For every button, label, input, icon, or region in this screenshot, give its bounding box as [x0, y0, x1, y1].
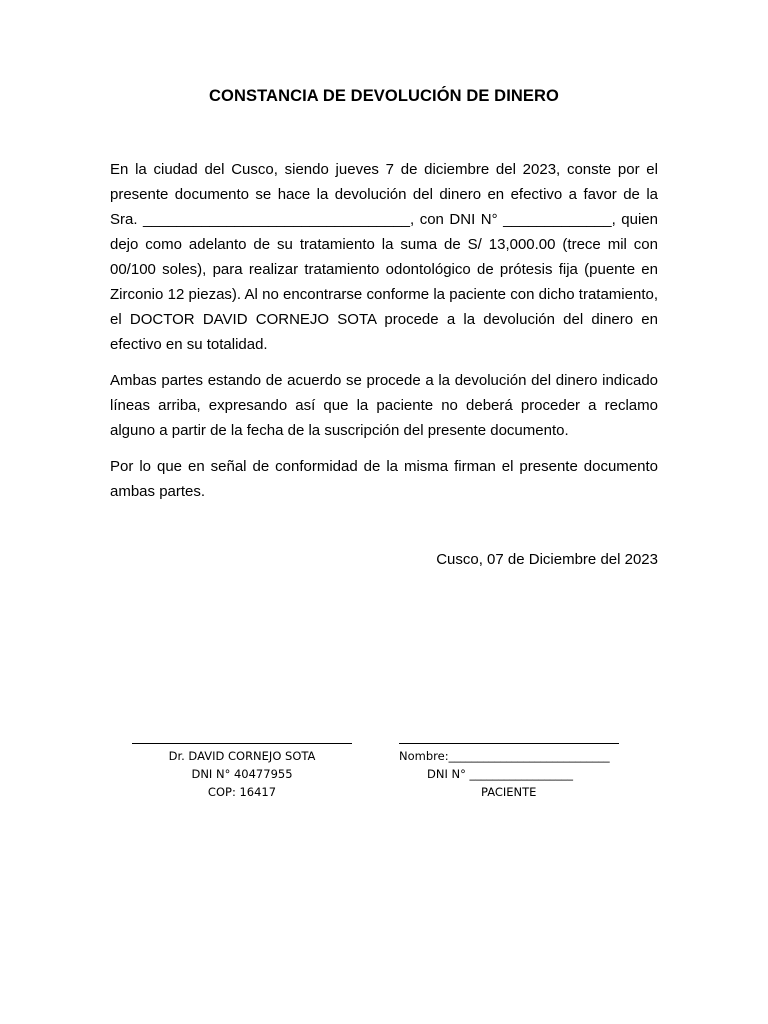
paragraph-return-statement: En la ciudad del Cusco, siendo jueves 7 de diciembre del 2023, conste por el presente documento se hace la devolución del dinero en efectivo a favor de la Sra. ________________________________, con DNI N° _____________, quien dejo como adelanto de su tratamiento la suma de S/ 13,000.00 (trece mil con 00/100 soles), para realizar tratamiento odontológico de prótesis fija (puente en Zirconio 12 piezas). Al no encontrarse conforme la paciente con dicho tratamiento, el DOCTOR DAVID CORNEJO SOTA procede a la devolución del dinero en efectivo en su totalidad. — [110, 161, 658, 353]
doctor-signature-line — [132, 743, 352, 744]
patient-role-label: PACIENTE — [481, 785, 537, 799]
doctor-cop: COP: 16417 — [207, 785, 277, 799]
doctor-name: Dr. DAVID CORNEJO SOTA — [168, 749, 316, 763]
patient-signature-line — [399, 743, 619, 744]
patient-signature-block — [399, 747, 619, 801]
date-line: Cusco, 07 de Diciembre del 2023 — [436, 551, 658, 568]
document-title: CONSTANCIA DE DEVOLUCIÓN DE DINERO — [209, 87, 559, 105]
patient-dni-field: DNI N° __________________ — [427, 767, 574, 781]
paragraph-agreement: Ambas partes estando de acuerdo se procede a la devolución del dinero indicado líneas arriba, expresando así que la paciente no deberá proceder a reclamo alguno a partir de la fecha de la suscripción del presente documento. — [110, 372, 658, 439]
doctor-dni: DNI N° 40477955 — [191, 767, 293, 781]
patient-name-field: Nombre:____________________________ — [399, 749, 610, 763]
doctor-signature-block — [132, 747, 352, 801]
paragraph-conformity: Por lo que en señal de conformidad de la misma firman el presente documento ambas partes. — [110, 458, 658, 500]
